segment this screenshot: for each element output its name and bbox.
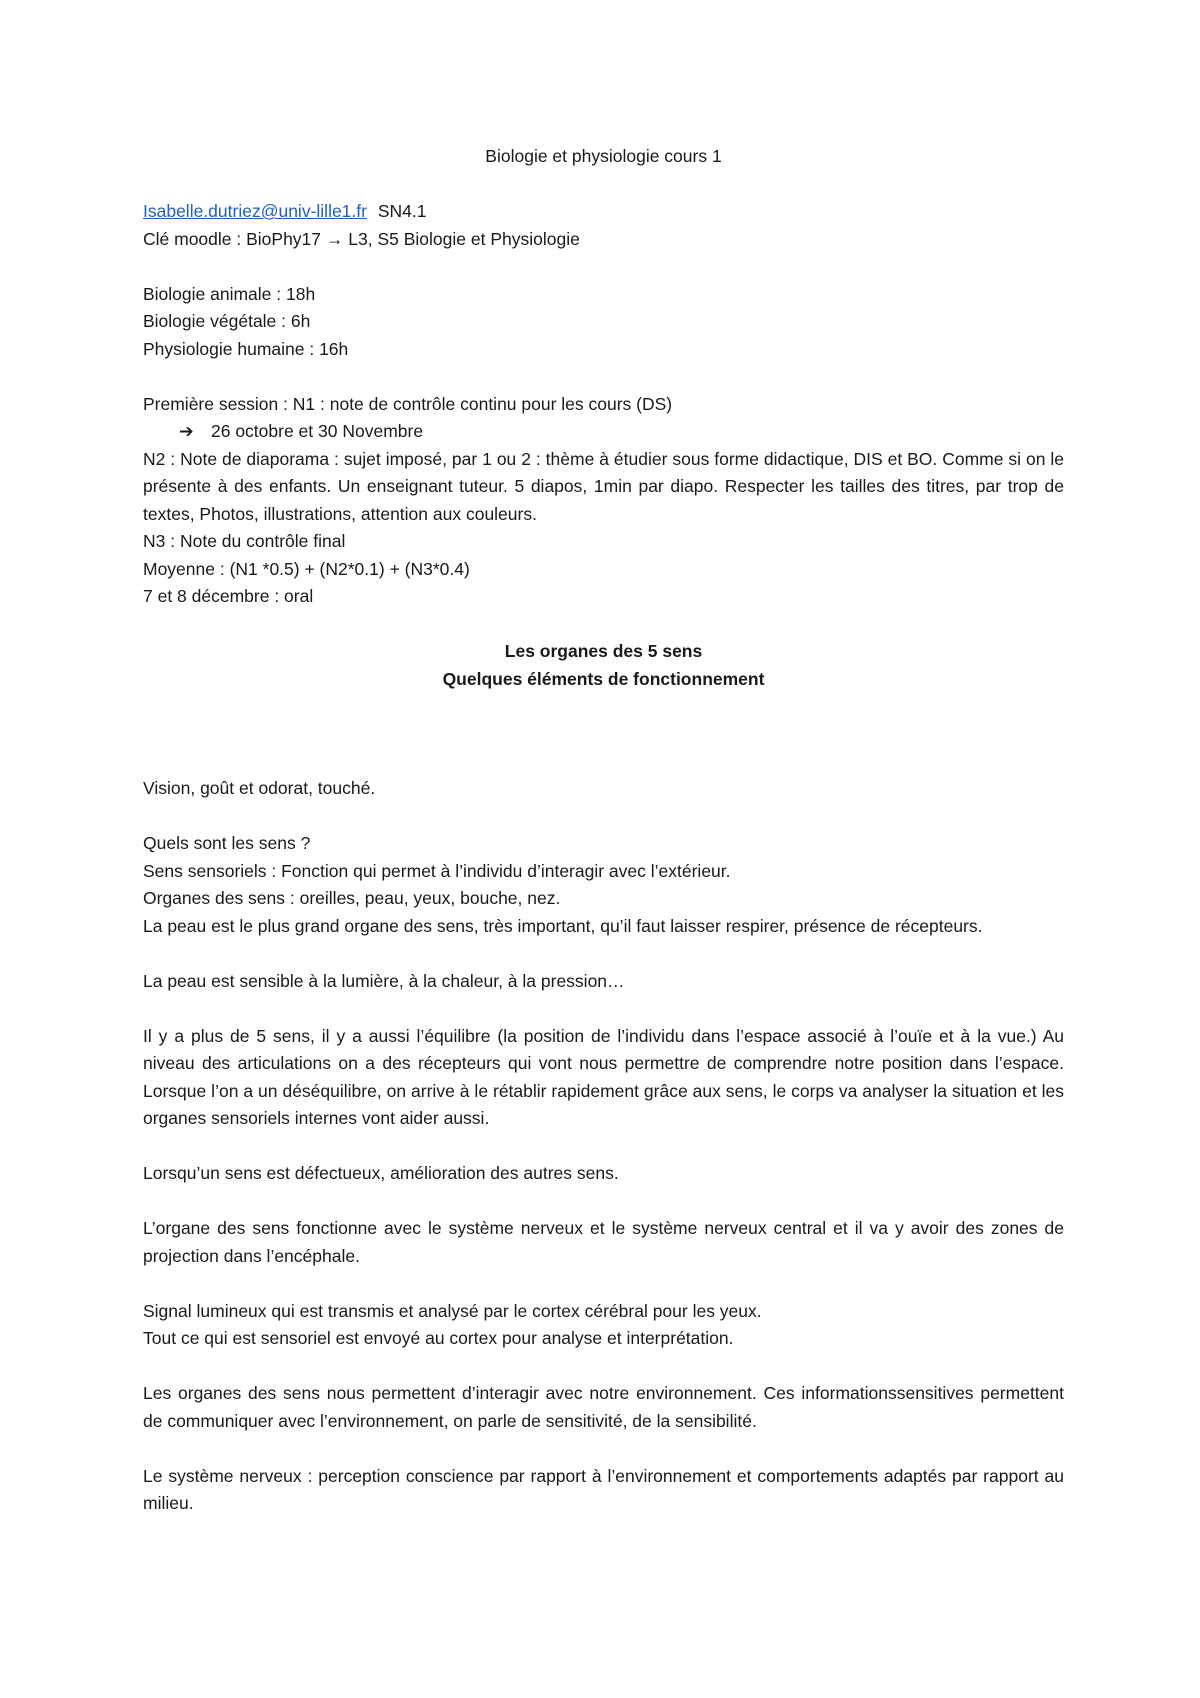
n2-paragraph: N2 : Note de diaporama : sujet imposé, par 1 ou 2 : thème à étudier sous forme didactique, DIS et BO. Comme si on le présente à des enfants. Un enseignant tuteur. 5 diapos, 1min par diapo. Respecter les tailles des titres, par trop de textes, Photos, illustrations, attention aux couleurs. [143,448,1064,524]
average-formula: Moyenne : (N1 *0.5) + (N2*0.1) + (N3*0.4) [143,558,470,579]
section-title: Les organes des 5 sens [504,641,703,661]
moodle-key: Clé moodle : BioPhy17 [143,228,322,249]
signal-line: Signal lumineux qui est transmis et analysé par le cortex cérébral pour les yeux. [143,1300,762,1321]
dates-text: 26 octobre et 30 Novembre [211,421,424,441]
systeme-paragraph: L’organe des sens fonctionne avec le système nerveux et le système nerveux central et il va y avoir des zones de projection dans l’encéphale. [143,1218,1064,1266]
dates-line [143,418,1064,446]
section-subtitle: Quelques éléments de fonctionnement [442,668,765,689]
room-code: SN4.1 [377,201,427,221]
hours-human: Physiologie humaine : 16h [143,338,349,359]
peau-sensible-line: La peau est sensible à la lumière, à la chaleur, à la pression… [143,970,625,991]
nerveux-paragraph: Le système nerveux : perception conscience par rapport à l’environnement et comportements adaptés par rapport au milieu. [143,1465,1064,1513]
bold-arrow-icon: ➔ [179,421,194,441]
peau-paragraph: La peau est le plus grand organe des sens, très important, qu’il faut laisser respirer, présence de récepteurs. [143,915,983,936]
organes-list: Organes des sens : oreilles, peau, yeux, bouche, nez. [143,888,561,908]
question-line: Quels sont les sens ? [143,833,311,853]
moodle-course: L3, S5 Biologie et Physiologie [348,228,580,249]
cortex-line: Tout ce qui est sensoriel est envoyé au cortex pour analyse et interprétation. [143,1328,734,1348]
email-link[interactable]: Isabelle.dutriez@univ-lille1.fr [143,201,367,221]
sensoriels-definition: Sens sensoriels : Fonction qui permet à l’individu d’interagir avec l’extérieur. [143,860,731,881]
document-title: Biologie et physiologie cours 1 [485,146,722,166]
hours-vegetal: Biologie végétale : 6h [143,311,311,331]
document-body [143,143,1064,1518]
senses-list: Vision, goût et odorat, touché. [143,778,376,798]
defectueux-line: Lorsqu’un sens est défectueux, amélioration des autres sens. [143,1163,619,1183]
oral-dates: 7 et 8 décembre : oral [143,586,314,606]
contact-line [143,198,1064,226]
n3-line: N3 : Note du contrôle final [143,531,346,551]
environnement-paragraph: Les organes des sens nous permettent d’interagir avec notre environnement. Ces informationssensitives permettent de communiquer avec l’environnement, on parle de sensitivité, de la sensibilité. [143,1383,1064,1431]
right-arrow-icon: → [325,228,344,249]
equilibre-paragraph: Il y a plus de 5 sens, il y a aussi l’équilibre (la position de l’individu dans l’espace associé à l’ouïe et à la vue.) Au niveau des articulations on a des récepteurs qui vont nous permettre de comprendre notre position dans l’espace. Lorsque l’on a un déséquilibre, on arrive à le rétablir rapidement grâce aux sens, le corps va analyser la situation et les organes sensoriels internes vont aider aussi. [143,1025,1064,1128]
moodle-line [143,226,1064,254]
session-line: Première session : N1 : note de contrôle continu pour les cours (DS) [143,393,673,414]
hours-animal: Biologie animale : 18h [143,283,316,304]
